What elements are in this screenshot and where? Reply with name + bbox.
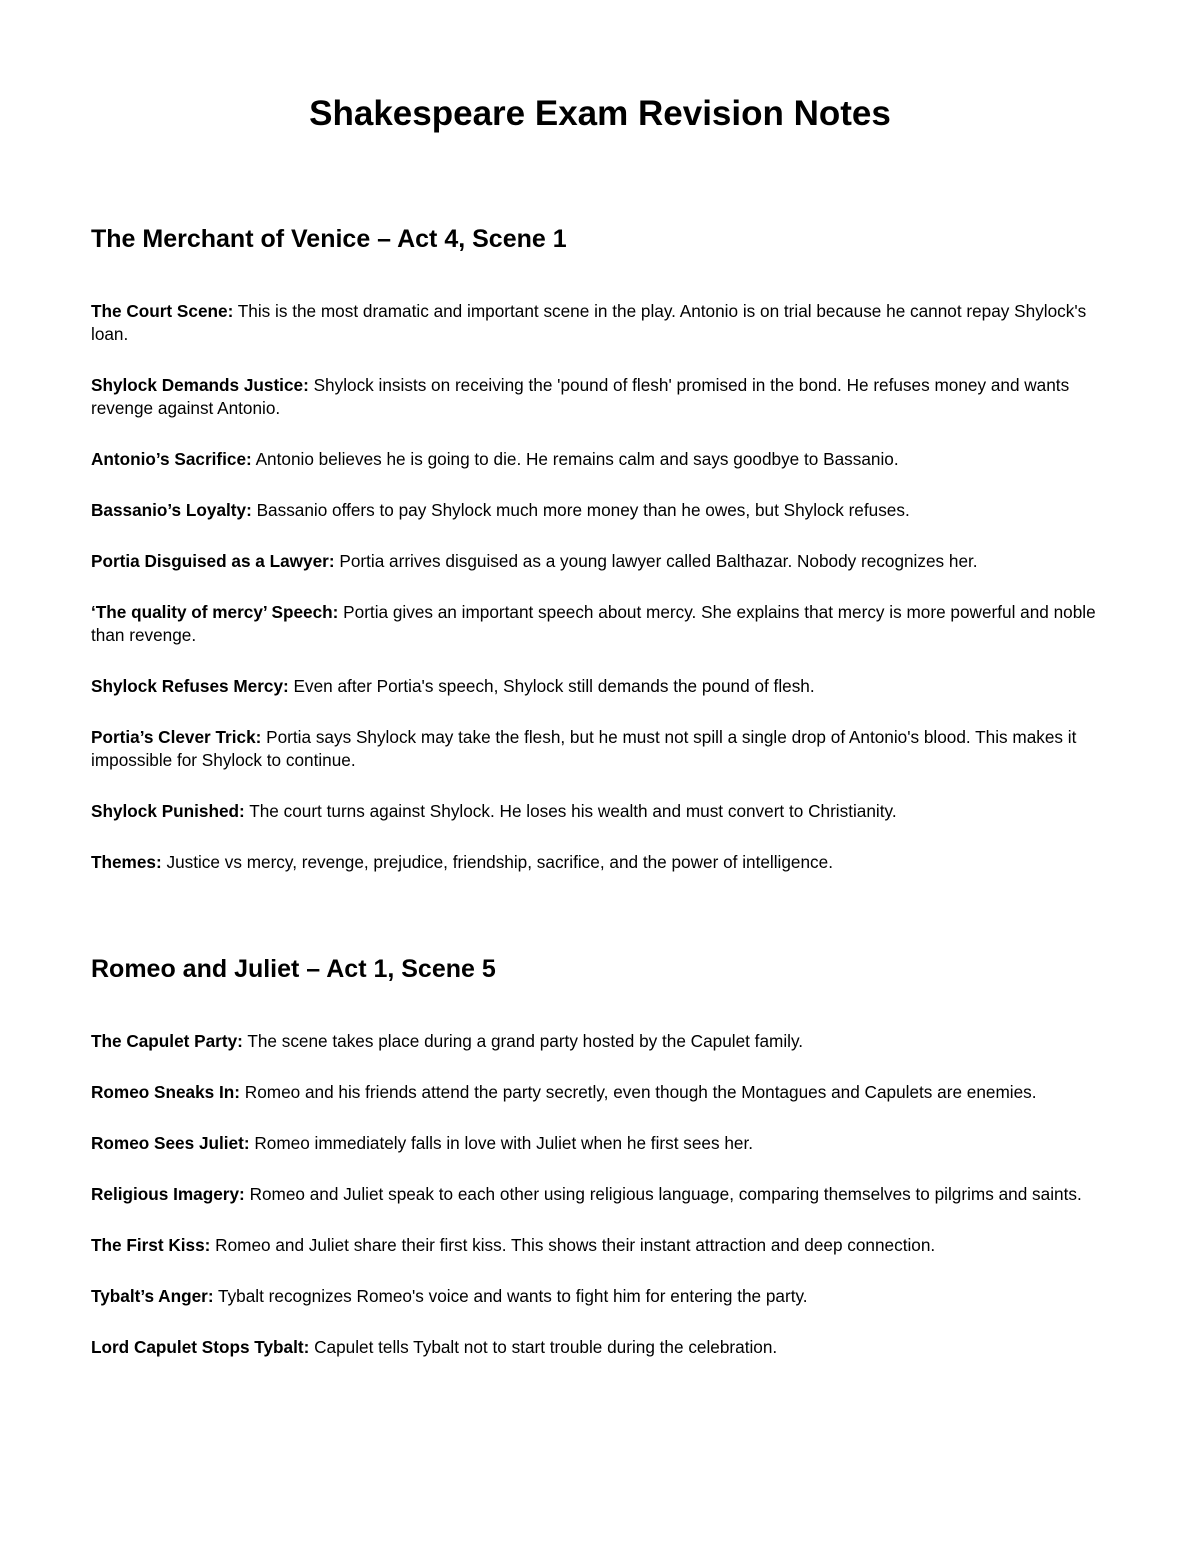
note-text: Even after Portia's speech, Shylock still demands the pound of flesh. (293, 676, 815, 696)
note-term: Shylock Demands Justice: (91, 375, 309, 395)
note-item (91, 448, 1116, 471)
note-term: Themes: (91, 852, 162, 872)
note-term: Portia’s Clever Trick: (91, 727, 262, 747)
note-item (91, 601, 1116, 647)
note-text: Shylock insists on receiving the 'pound of flesh' promised in the bond. He refuses money and wants revenge against Antonio. (91, 375, 1070, 418)
section-heading: The Merchant of Venice – Act 4, Scene 1 (91, 225, 567, 253)
note-text: Romeo immediately falls in love with Juliet when he first sees her. (254, 1133, 753, 1153)
note-text: The scene takes place during a grand party hosted by the Capulet family. (247, 1031, 804, 1051)
note-term: ‘The quality of mercy’ Speech: (91, 602, 339, 622)
note-text: The court turns against Shylock. He loses his wealth and must convert to Christianity. (249, 801, 897, 821)
note-term: Bassanio’s Loyalty: (91, 500, 252, 520)
note-text: Romeo and Juliet speak to each other using religious language, comparing themselves to pilgrims and saints. (249, 1184, 1082, 1204)
note-text: Romeo and Juliet share their first kiss. This shows their instant attraction and deep connection. (215, 1235, 936, 1255)
note-item (91, 550, 1116, 573)
note-item (91, 800, 1116, 823)
section-merchant-of-venice (91, 224, 1116, 902)
note-term: Religious Imagery: (91, 1184, 245, 1204)
note-text: Antonio believes he is going to die. He remains calm and says goodbye to Bassanio. (255, 449, 899, 469)
notes-list (91, 1030, 1116, 1359)
note-item (91, 300, 1116, 346)
note-term: Tybalt’s Anger: (91, 1286, 214, 1306)
note-text: Capulet tells Tybalt not to start trouble during the celebration. (314, 1337, 778, 1357)
note-text: Portia gives an important speech about mercy. She explains that mercy is more powerful and noble than revenge. (91, 602, 1096, 645)
note-item (91, 726, 1116, 772)
note-item (91, 499, 1116, 522)
note-text: Romeo and his friends attend the party secretly, even though the Montagues and Capulets are enemies. (244, 1082, 1037, 1102)
note-text: Justice vs mercy, revenge, prejudice, friendship, sacrifice, and the power of intelligence. (166, 852, 833, 872)
note-term: Antonio’s Sacrifice: (91, 449, 252, 469)
note-term: Portia Disguised as a Lawyer: (91, 551, 335, 571)
note-item (91, 1336, 1116, 1359)
note-text: Portia arrives disguised as a young lawyer called Balthazar. Nobody recognizes her. (339, 551, 978, 571)
note-term: The Court Scene: (91, 301, 234, 321)
note-term: Shylock Refuses Mercy: (91, 676, 289, 696)
note-term: Shylock Punished: (91, 801, 245, 821)
note-term: Lord Capulet Stops Tybalt: (91, 1337, 310, 1357)
note-text: This is the most dramatic and important scene in the play. Antonio is on trial because he cannot repay Shylock's loan. (91, 301, 1087, 344)
section-heading: Romeo and Juliet – Act 1, Scene 5 (91, 955, 496, 983)
section-romeo-and-juliet (91, 954, 1116, 1387)
note-item (91, 1030, 1116, 1053)
note-item (91, 1285, 1116, 1308)
document-title: Shakespeare Exam Revision Notes (309, 94, 891, 133)
note-term: The First Kiss: (91, 1235, 211, 1255)
note-term: Romeo Sneaks In: (91, 1082, 240, 1102)
note-item (91, 675, 1116, 698)
note-item (91, 1081, 1116, 1104)
note-term: The Capulet Party: (91, 1031, 243, 1051)
note-text: Portia says Shylock may take the flesh, but he must not spill a single drop of Antonio's blood. This makes it impossible for Shylock to continue. (91, 727, 1077, 770)
notes-list (91, 300, 1116, 874)
note-item (91, 1132, 1116, 1155)
note-text: Bassanio offers to pay Shylock much more money than he owes, but Shylock refuses. (256, 500, 910, 520)
note-item (91, 1183, 1116, 1206)
note-item (91, 374, 1116, 420)
note-term: Romeo Sees Juliet: (91, 1133, 250, 1153)
note-item (91, 1234, 1116, 1257)
note-item (91, 851, 1116, 874)
note-text: Tybalt recognizes Romeo's voice and wants to fight him for entering the party. (218, 1286, 808, 1306)
